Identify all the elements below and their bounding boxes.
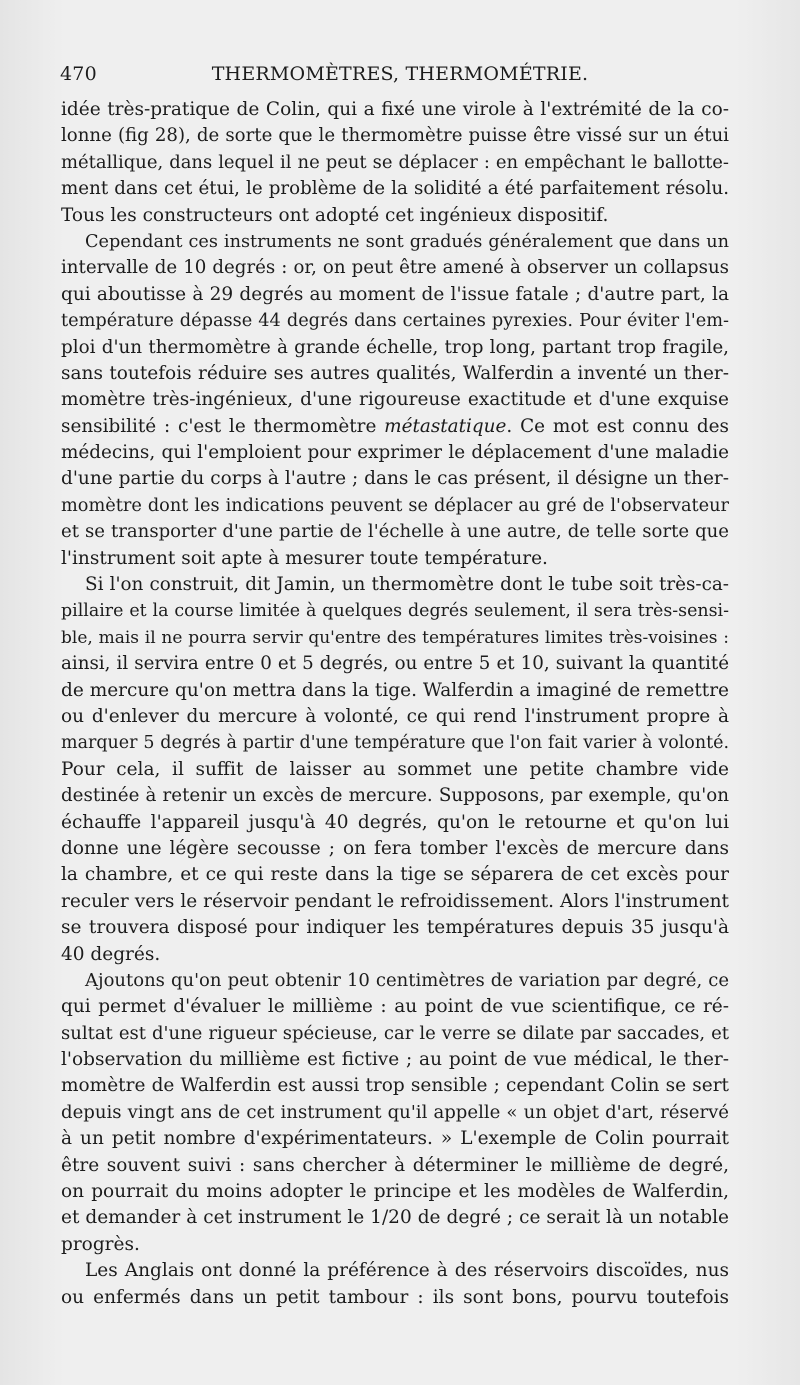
text-line: et demander à cet instrument le 1/20 de degré ; ce serait là un notable [61,1207,729,1229]
text-line: intervalle de 10 degrés : or, on peut être amené à observer un collapsus [61,257,729,279]
paragraph [61,97,729,229]
emphasized-term: métastatique [384,415,507,437]
text-line: marquer 5 degrés à partir d'une température que l'on fait varier à volonté. [61,733,729,754]
text-line: ble, mais il ne pourra servir qu'entre des températures limites très-voisines : [61,627,729,648]
text-line: échauffe l'appareil jusqu'à 40 degrés, qu'on le retourne et qu'on lui [61,811,729,833]
text-line: ment dans cet étui, le problème de la solidité a été parfaitement résolu. [61,178,729,200]
text-line: idée très-pratique de Colin, qui a fixé une virole à l'extrémité de la co- [61,99,729,120]
text-line: ou enfermés dans un petit tambour : ils sont bons, pourvu toutefois [61,1286,729,1308]
text-line: l'instrument soit apte à mesurer toute température. [61,547,548,569]
text-line: de mercure qu'on mettra dans la tige. Walferdin a imaginé de remettre [61,679,729,701]
text-segment: . Ce mot est connu des [506,415,729,437]
page-header [60,62,740,86]
text-line: sultat est d'une rigueur spécieuse, car le verre se dilate par saccades, et [61,1022,729,1044]
text-line: momètre de Walferdin est aussi trop sensible ; cependant Colin se sert [61,1075,729,1097]
text-line: Tous les constructeurs ont adopté cet ingénieux dispositif. [61,204,609,226]
text-line: à un petit nombre d'expérimentateurs. » L'exemple de Colin pourrait [61,1128,729,1150]
text-line: qui permet d'évaluer le millième : au point de vue scientifique, ce ré- [61,996,729,1018]
paragraph [61,968,729,1258]
text-line: on pourrait du moins adopter le principe et les modèles de Walferdin, [61,1181,729,1203]
text-line: l'observation du millième est fictive ; au point de vue médical, le ther- [61,1049,729,1071]
text-line: Cependant ces instruments ne sont gradués généralement que dans un [85,231,729,252]
text-line: progrès. [61,1233,140,1255]
text-line: se trouvera disposé pour indiquer les températures depuis 35 jusqu'à [61,917,729,939]
body-text [61,97,729,1311]
text-line: destinée à retenir un excès de mercure. Supposons, par exemple, qu'on [61,785,729,807]
text-line: médecins, qui l'emploient pour exprimer le déplacement d'une maladie [61,442,729,464]
text-line: Ajoutons qu'on peut obtenir 10 centimètres de variation par degré, ce [85,969,729,991]
text-line: momètre dont les indications peuvent se déplacer au gré de l'observateur [61,495,729,516]
text-line: ainsi, il servira entre 0 et 5 degrés, ou entre 5 et 10, suivant la quantité [61,653,729,675]
text-line: sans toutefois réduire ses autres qualités, Walferdin a inventé un ther- [61,362,729,384]
text-line: d'une partie du corps à l'autre ; dans le cas présent, il désigne un ther- [61,468,729,490]
paragraph [61,572,729,968]
text-line: 40 degrés. [61,943,161,965]
text-line: pillaire et la course limitée à quelques degrés seulement, il sera très-sensi- [61,601,729,622]
text-segment: sensibilité : c'est le thermomètre [61,415,385,437]
paragraph [61,1258,729,1311]
text-line: Les Anglais ont donné la préférence à des réservoirs discoïdes, nus [85,1260,729,1282]
paragraph [61,229,729,572]
text-line: Si l'on construit, dit Jamin, un thermomètre dont le tube soit très-ca- [85,574,729,596]
page-number: 470 [60,63,97,85]
text-line: ploi d'un thermomètre à grande échelle, trop long, partant trop fragile, [61,336,729,358]
running-title: THERMOMÈTRES, THERMOMÉTRIE. [211,63,589,85]
text-line: donne une légère secousse ; on fera tomber l'excès de mercure dans [61,837,729,859]
text-line: être souvent suivi : sans chercher à déterminer le millième de degré, [61,1154,729,1176]
text-line: qui aboutisse à 29 degrés au moment de l'issue fatale ; d'autre part, la [61,283,729,305]
text-line: métallique, dans lequel il ne peut se déplacer : en empêchant le ballotte- [61,151,729,173]
text-line-with-emphasis [61,414,729,440]
text-line: depuis vingt ans de cet instrument qu'il appelle « un objet d'art, réservé [61,1101,729,1123]
text-line: et se transporter d'une partie de l'échelle à une autre, de telle sorte que [61,521,729,543]
text-line: reculer vers le réservoir pendant le refroidissement. Alors l'instrument [61,890,729,912]
text-line: température dépasse 44 degrés dans certaines pyrexies. Pour éviter l'em- [61,311,729,332]
text-line: ou d'enlever du mercure à volonté, ce qui rend l'instrument propre à [61,705,729,727]
text-line: lonne (fig 28), de sorte que le thermomètre puisse être vissé sur un étui [61,125,729,147]
text-line: la chambre, et ce qui reste dans la tige se séparera de cet excès pour [61,864,729,886]
text-line: Pour cela, il suffit de laisser au sommet une petite chambre vide [61,758,729,780]
text-line: momètre très-ingénieux, d'une rigoureuse exactitude et d'une exquise [61,389,729,411]
